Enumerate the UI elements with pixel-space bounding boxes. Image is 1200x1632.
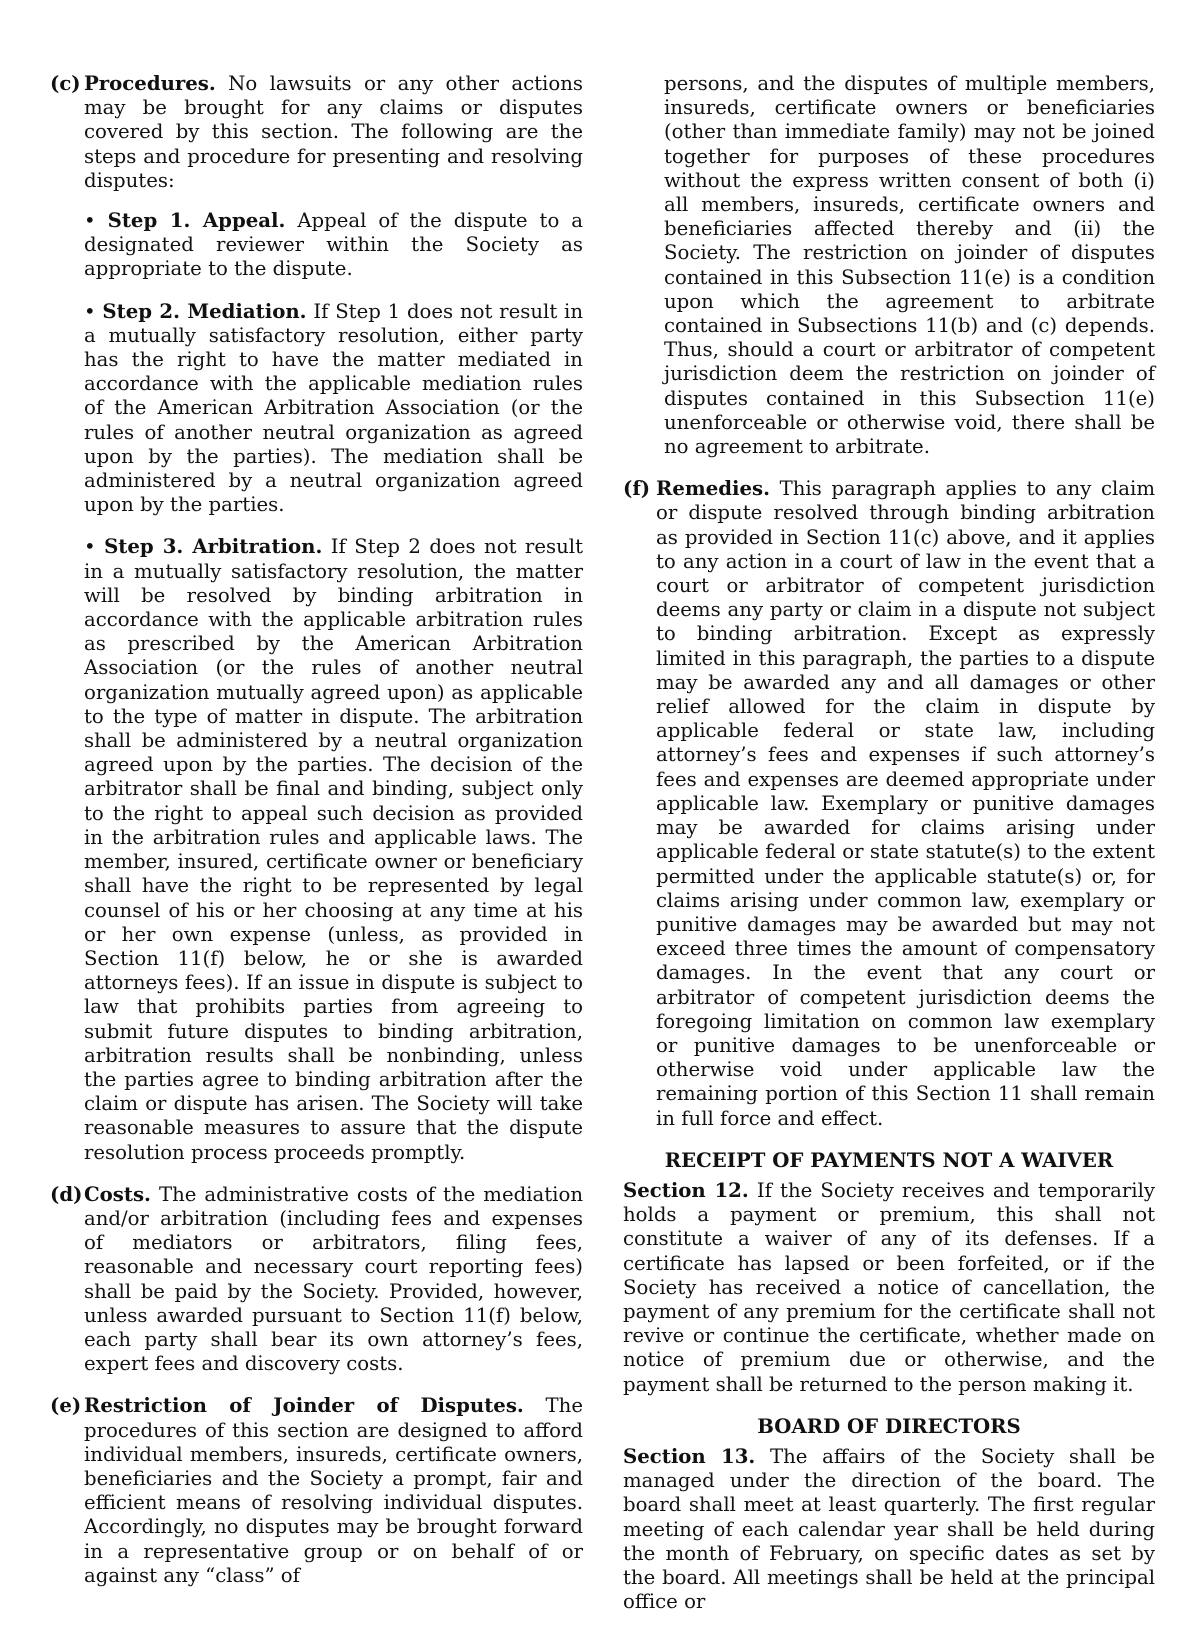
subsection-intro xyxy=(84,72,583,193)
step-title: Step 1. Appeal. xyxy=(107,209,286,233)
subsection-e xyxy=(50,1394,583,1588)
section-title: Section 13. xyxy=(623,1444,756,1468)
step-title: Step 2. Mediation. xyxy=(102,299,307,323)
section-title: Section 12. xyxy=(623,1178,749,1202)
subsection-paragraph xyxy=(656,477,1155,1130)
subsection-label: (d) xyxy=(50,1182,83,1206)
section-12 xyxy=(623,1149,1155,1397)
subsection-title: Remedies. xyxy=(656,477,770,501)
left-column xyxy=(50,72,583,1606)
step-3 xyxy=(84,535,583,1164)
subsection-text: The administrative costs of the mediation and/or arbitration (including fees and expenses of mediators or arbitrators, filing fees, reasonable and necessary court reporting fees) shall be paid by the Society. Provided, however, unless awarded pursuant to Section 11(f) below, each party shall bear its own attorney’s fees, expert fees and discovery costs. xyxy=(84,1182,583,1376)
right-column xyxy=(623,72,1155,1632)
bullet: • xyxy=(84,209,96,233)
step-2 xyxy=(84,300,583,518)
step-text: Appeal of the dispute to a designated reviewer within the Society as appropriate to the dispute. xyxy=(84,209,584,281)
subsection-c xyxy=(50,72,583,1165)
subsection-body xyxy=(84,72,583,1165)
subsection-text: No lawsuits or any other actions may be brought for any claims or disputes covered by this section. The following are the steps and procedure for presenting and resolving disputes: xyxy=(84,72,583,192)
step-text: If Step 2 does not result in a mutually satisfactory resolution, the matter will be resolved by binding arbitration in accordance with the applicable arbitration rules as prescribed by the American Arbitration Association (or the rules of another neutral organization mutually agreed upon) as applicable to the type of matter in dispute. The arbitration shall be administered by a neutral organization agreed upon by the parties. The decision of the arbitrator shall be final and binding, subject only to the right to appeal such decision as provided in the arbitration rules and applicable laws. The member, insured, certificate owner or beneficiary shall have the right to be represented by legal counsel of his or her choosing at any time at his or her own expense (unless, as provided in Section 11(f) below, he or she is awarded attorneys fees). If an issue in dispute is subject to law that prohibits parties from agreeing to submit future disputes to binding arbitration, arbitration results shall be nonbinding, unless the parties agree to binding arbitration after the claim or dispute has arisen. The Society will take reasonable measures to assure that the dispute resolution process proceeds promptly. xyxy=(84,535,583,1164)
bullet: • xyxy=(84,535,96,559)
step-text: If Step 1 does not result in a mutually satisfactory resolution, either party has the right to have the matter mediated in accordance with the applicable mediation rules of the American Arbitration Association (or the rules of another neutral organization as agreed upon by the parties). The mediation shall be administered by a neutral organization agreed upon by the parties. xyxy=(84,299,583,517)
subsection-label: (e) xyxy=(50,1394,82,1418)
subsection-d xyxy=(50,1183,583,1377)
subsection-label: (f) xyxy=(623,477,651,501)
subsection-e-continued: persons, and the disputes of multiple members, insureds, certificate owners or beneficiaries (other than immediate family) may not be joined together for purposes of these procedures without the express written consent of both (i) all members, insureds, certificate owners and beneficiaries affected thereby and (ii) the Society. The restriction on joinder of disputes contained in this Subsection 11(e) is a condition upon which the agreement to arbitrate contained in Subsections 11(b) and (c) depends. Thus, should a court or arbitrator of competent jurisdiction deem the restriction on joinder of disputes contained in this Subsection 11(e) unenforceable or otherwise void, there shall be no agreement to arbitrate. xyxy=(664,72,1155,459)
subsection-body xyxy=(84,1394,583,1588)
subsection-body xyxy=(656,477,1155,1130)
bullet: • xyxy=(84,299,96,323)
subsection-body xyxy=(84,1183,583,1377)
section-heading: BOARD OF DIRECTORS xyxy=(757,1414,1021,1438)
subsection-paragraph xyxy=(84,1183,583,1377)
subsection-label: (c) xyxy=(50,72,81,95)
subsection-title: Procedures. xyxy=(84,72,216,95)
section-text: The affairs of the Society shall be managed under the direction of the board. The board shall meet at least quarterly. The first regular meeting of each calendar year shall be held during the month of February, on specific dates as set by the board. All meetings shall be held at the principal office or xyxy=(623,1444,1155,1614)
subsection-paragraph xyxy=(84,1394,583,1588)
subsection-f xyxy=(623,477,1155,1130)
section-text: If the Society receives and temporarily holds a payment or premium, this shall not constitute a waiver of any of its defenses. If a certificate has lapsed or been forfeited, or if the Society has received a notice of cancellation, the payment of any premium for the certificate shall not revive or continue the certificate, whether made on notice of premium due or otherwise, and the payment shall be returned to the person making it. xyxy=(623,1178,1155,1396)
subsection-text: This paragraph applies to any claim or dispute resolved through binding arbitration as provided in Section 11(c) above, and it applies to any action in a court of law in the event that a court or arbitrator of competent jurisdiction deems any party or claim in a dispute not subject to binding arbitration. Except as expressly limited in this paragraph, the parties to a dispute may be awarded any and all damages or other relief allowed for the claim in dispute by applicable federal or state law, including attorney’s fees and expenses if such attorney’s fees and expenses are deemed appropriate under applicable law. Exemplary or punitive damages may be awarded for claims arising under applicable federal or state statute(s) to the extent permitted under the applicable statute(s) or, for claims arising under common law, exemplary or punitive damages may be awarded but may not exceed three times the amount of compensatory damages. In the event that any court or arbitrator of competent jurisdiction deems the foregoing limitation on common law exemplary or punitive damages to be unenforceable or otherwise void under applicable law the remaining portion of this Section 11 shall remain in full force and effect. xyxy=(656,477,1155,1130)
section-heading: RECEIPT OF PAYMENTS NOT A WAIVER xyxy=(664,1148,1114,1172)
subsection-title: Costs. xyxy=(84,1182,151,1206)
section-paragraph xyxy=(623,1445,1155,1614)
section-13 xyxy=(623,1415,1155,1615)
section-paragraph xyxy=(623,1179,1155,1397)
step-title: Step 3. Arbitration. xyxy=(104,535,323,559)
subsection-text: The procedures of this section are designed to afford individual members, insureds, certificate owners, beneficiaries and the Society a prompt, fair and efficient means of resolving individual disputes. Accordingly, no disputes may be brought forward in a representative group or on behalf of or against any “class” of xyxy=(84,1394,584,1587)
subsection-title: Restriction of Joinder of Disputes. xyxy=(84,1394,524,1418)
step-1 xyxy=(84,209,583,282)
